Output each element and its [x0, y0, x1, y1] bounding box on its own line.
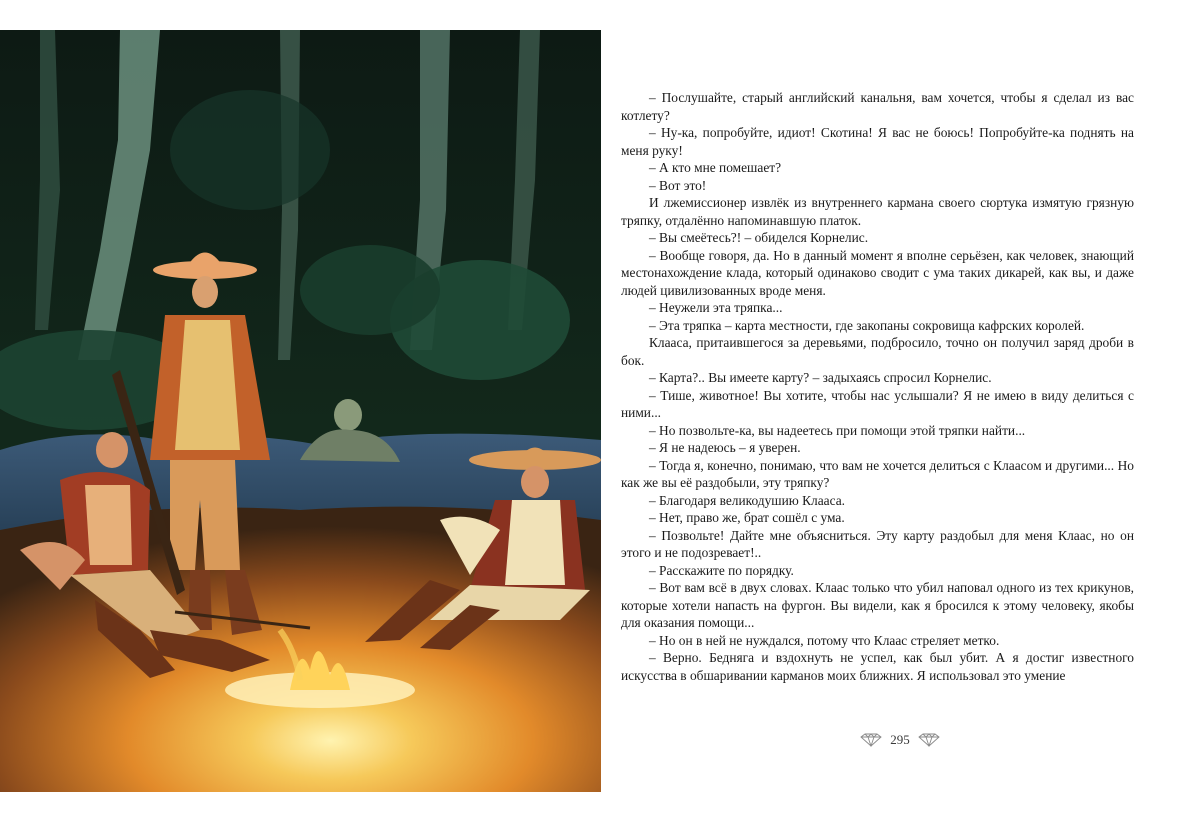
paragraph: – Вы смеётесь?! – обиделся Корнелис.: [649, 230, 869, 245]
paragraph: – Но он в ней не нуждался, потому что Клаас стреляет метко.: [649, 632, 1000, 648]
paragraph: – Нет, право же, брат сошёл с ума.: [649, 510, 845, 525]
paragraph: – Расскажите по порядку.: [649, 562, 794, 578]
diamond-icon: [860, 733, 882, 747]
paragraph: – Я не надеюсь – я уверен.: [649, 440, 801, 455]
paragraph: – Тише, животное! Вы хотите, чтобы нас услышали? Я не имею в виду делиться с ними...: [621, 387, 1134, 420]
paragraph: Клааса, притаившегося за деревьями, подбросило, точно он получил заряд дроби в бок.: [621, 335, 1134, 368]
campfire-scene-illustration: [0, 30, 601, 792]
page-number-footer: [830, 730, 970, 750]
paragraph: – Неужели эта тряпка...: [649, 300, 783, 315]
paragraph: – Тогда я, конечно, понимаю, что вам не хочется делиться с Клаасом и другими... Но как же вы её раздобыли, эту тряпку?: [621, 457, 1134, 490]
page-number: 295: [890, 732, 910, 747]
paragraph: – Но позвольте-ка, вы надеетесь при помощи этой тряпки найти...: [649, 422, 1026, 438]
text-page: [621, 89, 1134, 684]
paragraph: – Ну-ка, попробуйте, идиот! Скотина! Я вас не боюсь! Попробуйте-ка поднять на меня руку!: [621, 125, 1134, 158]
paragraph: – Верно. Бедняга и вздохнуть не успел, как был убит. А я достиг известного искусства в обшаривании карманов моих ближних. Я использовал это умение: [621, 650, 1134, 683]
paragraph: – А кто мне помешает?: [649, 160, 782, 175]
paragraph: – Вот вам всё в двух словах. Клаас только что убил наповал одного из тех крикунов, которые хотели напасть на фургон. Вы видели, как я бросился к этому человеку, якобы для оказания помощи...: [621, 580, 1134, 630]
paragraph: – Вообще говоря, да. Но в данный момент я вполне серьёзен, как человек, знающий местонахождение клада, который одинаково сводит с ума таких дикарей, как вы, и даже людей цивилизованных вроде меня.: [621, 247, 1134, 298]
paragraph: – Карта?.. Вы имеете карту? – задыхаясь спросил Корнелис.: [649, 370, 992, 385]
paragraph: – Послушайте, старый английский канальня, вам хочется, чтобы я сделал из вас котлету?: [621, 90, 1134, 123]
paragraph: И лжемиссионер извлёк из внутреннего кармана своего сюртука измятую грязную тряпку, отдалённо напоминавшую платок.: [621, 195, 1134, 228]
paragraph: – Эта тряпка – карта местности, где закопаны сокровища кафрских королей.: [649, 317, 1085, 333]
diamond-icon: [918, 733, 940, 747]
paragraph: – Позвольте! Дайте мне объясниться. Эту карту раздобыл для меня Клаас, но он этого и не подозревает!..: [621, 527, 1134, 560]
campfire-illustration: [0, 30, 601, 792]
paragraph: – Вот это!: [649, 177, 707, 193]
paragraph: – Благодаря великодушию Клааса.: [649, 492, 846, 508]
